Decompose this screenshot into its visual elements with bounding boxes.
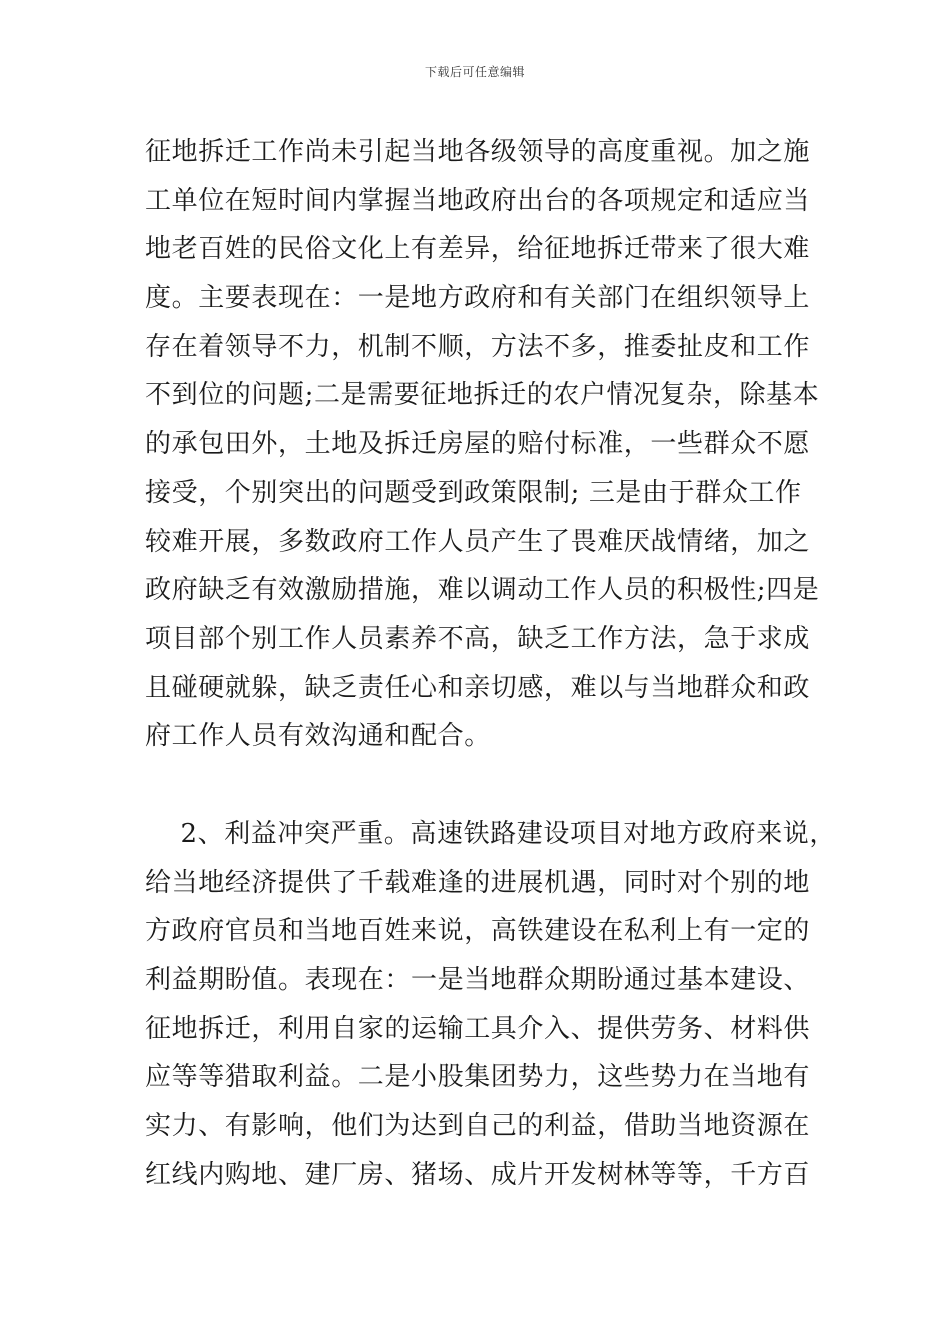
paragraph-spacer [145, 761, 817, 810]
text-line: 红线内购地、建厂房、猪场、成片开发树林等等，千方百 [145, 1159, 811, 1190]
text-line: 实力、有影响，他们为达到自己的利益，借助当地资源在 [145, 1111, 811, 1142]
text-line: 征地拆迁工作尚未引起当地各级领导的高度重视。加之施 [145, 137, 811, 167]
text-line: 且碰硬就躲，缺乏责任心和亲切感，难以与当地群众和政 [145, 672, 811, 703]
text-line: 府工作人员有效沟通和配合。 [145, 721, 491, 752]
text-line: 方政府官员和当地百姓来说，高铁建设在私利上有一定的 [145, 916, 811, 947]
text-line: 政府缺乏有效激励措施，难以调动工作人员的积极性;四是 [145, 575, 820, 606]
text-line: 地老百姓的民俗文化上有差异，给征地拆迁带来了很大难 [145, 234, 811, 265]
page-header: 下载后可任意编辑 [424, 65, 525, 79]
document-body [145, 128, 837, 1199]
text-line: 利益期盼值。表现在：一是当地群众期盼通过基本建设、 [145, 965, 811, 995]
text-line: 征地拆迁，利用自家的运输工具介入、提供劳务、材料供 [145, 1013, 811, 1044]
text-line: 存在着领导不力，机制不顺，方法不多，推委扯皮和工作 [145, 331, 811, 362]
text-line: 给当地经济提供了千载难逢的进展机遇，同时对个别的地 [145, 867, 811, 898]
text-line: 应等等猎取利益。二是小股集团势力，这些势力在当地有 [145, 1062, 811, 1093]
text-line: 接受，个别突出的问题受到政策限制; 三是由于群众工作 [145, 477, 802, 508]
text-line: 2、利益冲突严重。高速铁路建设项目对地方政府来说， [145, 818, 837, 849]
text-line: 较难开展，多数政府工作人员产生了畏难厌战情绪，加之 [145, 526, 811, 557]
text-line: 的承包田外，土地及拆迁房屋的赔付标准，一些群众不愿 [145, 429, 811, 460]
text-line: 不到位的问题;二是需要征地拆迁的农户情况复杂，除基本 [145, 380, 820, 411]
text-line: 度。主要表现在：一是地方政府和有关部门在组织领导上 [145, 283, 811, 314]
paragraph-1 [145, 128, 820, 761]
text-line: 项目部个别工作人员素养不高，缺乏工作方法，急于求成 [145, 623, 811, 654]
text-line: 工单位在短时间内掌握当地政府出台的各项规定和适应当 [145, 185, 811, 216]
paragraph-2 [145, 810, 837, 1200]
